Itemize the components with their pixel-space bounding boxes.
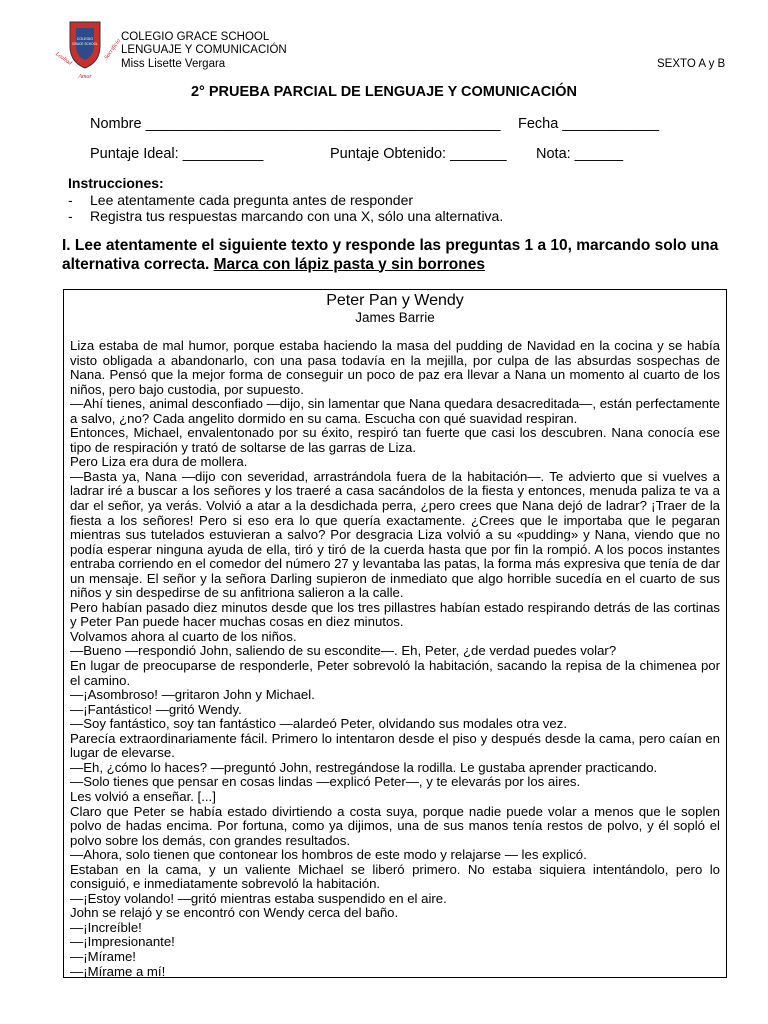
instruction-item: - Lee atentamente cada pregunta antes de responder (68, 191, 414, 208)
story-paragraph: Volvamos ahora al cuarto de los niños. (70, 628, 297, 644)
story-body (70, 339, 720, 979)
story-paragraph: Les volvió a enseñar. [...] (70, 788, 216, 804)
story-paragraph: —Basta ya, Nana —dijo con severidad, arrastrándola fuera de la habitación—. Te advierto que si vuelves a ladrar iré a buscar a los señores y los traeré a casa sacándolos de la fiesta y entonces, menuda paliza te va a dar el señor, ya verás. Volvió a atar a la desdichada perra, ¿pero crees que Nana dejó de ladrar? ¡Traer de la fiesta a los señores! Pero si eso era lo que quería exactamente. ¿Crees que le importaba que le pegaran mientras sus tutelados estuvieran a salvo? Por desgracia Liza volvió a su «pudding» y Nana, viendo que no podía esperar ninguna ayuda de ella, tiró y tiró de la cuerda hasta que por fin la rompió. A los pocos instantes entraba corriendo en el comedor del número 27 y levantaba las patas, la forma más expresiva que tenía de dar un mensaje. El señor y la señora Darling supieron de inmediato que algo horrible sucedía en el cuarto de sus niños y sin despedirse de su anfitriona salieron a la calle. (70, 468, 720, 601)
story-paragraph: —¡Estoy volando! —gritó mientras estaba suspendido en el aire. (70, 890, 447, 906)
story-paragraph: —¡Mírame! (70, 948, 136, 964)
teacher-name: Miss Lisette Vergara (121, 57, 226, 70)
story-paragraph: Liza estaba de mal humor, porque estaba haciendo la masa del pudding de Navidad en la cocina y se había visto obligada a abandonarlo, con una pasa todavía en la mejilla, por culpa de las absurdas sospechas de Nana. Pensó que la mejor forma de conseguir un poco de paz era llevar a Nana un momento al cuarto de los niños, pero bajo custodia, por supuesto. (70, 338, 720, 397)
story-paragraph: Claro que Peter se había estado divirtiendo a costa suya, porque nadie puede volar a menos que le soplen polvo de hadas encima. Por fortuna, como ya dijimos, una de sus manos tenía restos de polvo, y él sopló el polvo sobre los demás, con grandes resultados. (70, 803, 720, 848)
story-paragraph: Pero habían pasado diez minutos desde que los tres pillastres habían estado respirando detrás de las cortinas y Peter Pan puede hacer muchas cosas en diez minutos. (70, 599, 720, 630)
name-field[interactable]: Nombre ____________________________________________ (90, 116, 501, 132)
story-paragraph: —Ahora, solo tienen que contonear los hombros de este modo y relajarse — les explicó. (70, 847, 587, 863)
story-paragraph: Pero Liza era dura de mollera. (70, 454, 248, 470)
story-paragraph: —¡Increíble! (70, 919, 142, 935)
reading-text-box (63, 289, 727, 978)
crest-motto-bottom: Amor (78, 74, 92, 80)
section-instruction (62, 237, 722, 274)
crest-text-1: COLEGIO (76, 37, 94, 41)
obtained-score-field[interactable]: Puntaje Obtenido: _______ (330, 146, 507, 162)
story-paragraph: Parecía extraordinariamente fácil. Primero lo intentaron desde el piso y después desde la cama, pero caían en lugar de elevarse. (70, 730, 720, 761)
section-underlined: Marca con lápiz pasta y sin borrones (213, 255, 485, 273)
story-paragraph: Entonces, Michael, envalentonado por su éxito, respiró tan fuerte que casi los descubren. Nana conocía ese tipo de respiración y trató de soltarse de las garras de Liza. (70, 425, 720, 455)
crest-motto-left: Lealtad (54, 51, 73, 67)
story-paragraph: —¡Mírame a mí! (70, 963, 166, 979)
school-crest-logo (50, 18, 123, 82)
grade-label: SEXTO A y B (657, 58, 726, 70)
instructions (68, 175, 503, 225)
story-paragraph: —¡Impresionante! (70, 934, 175, 950)
grade-field[interactable]: Nota: ______ (536, 146, 624, 162)
crest-motto-right: Sacrificio (103, 38, 123, 61)
story-paragraph: —¡Fantástico! —gritó Wendy. (70, 701, 242, 717)
instructions-heading: Instrucciones: (68, 175, 164, 191)
story-paragraph: En lugar de preocuparse de responderle, Peter sobrevoló la habitación, sacando la repisa de la chimenea por el camino. (70, 658, 720, 688)
crest-text-2: GRACE SCHOOL (72, 42, 98, 46)
story-title: Peter Pan y Wendy (326, 292, 464, 309)
story-paragraph: —Ahí tienes, animal desconfiado —dijo, sin lamentar que Nana quedara desacreditada—, están perfectamente a salvo, ¿no? Cada angelito dormido en su cama. Escucha con qué suavidad respiran. (70, 396, 720, 426)
ideal-score-field[interactable]: Puntaje Ideal: __________ (90, 146, 264, 162)
subject-name: LENGUAJE Y COMUNICACIÓN (121, 44, 287, 57)
story-paragraph: —Solo tienes que pensar en cosas lindas —explicó Peter—, y te elevarás por los aires. (70, 774, 581, 790)
story-author: James Barrie (355, 310, 435, 325)
story-paragraph: John se relajó y se encontró con Wendy cerca del baño. (70, 905, 399, 921)
story-paragraph: —Bueno —respondió John, saliendo de su escondite—. Eh, Peter, ¿de verdad puedes volar? (70, 643, 617, 659)
exam-title: 2° PRUEBA PARCIAL DE LENGUAJE Y COMUNICACIÓN (190, 84, 578, 100)
section-text: I. Lee atentamente el siguiente texto y responde las preguntas 1 a 10, marcando solo una alternativa correcta. (62, 237, 719, 273)
school-info (121, 31, 287, 71)
story-paragraph: —¡Asombroso! —gritaron John y Michael. (70, 687, 315, 703)
story-paragraph: —Eh, ¿cómo lo haces? —preguntó John, restregándose la rodilla. Le gustaba aprender practicando. (70, 759, 658, 775)
school-name: COLEGIO GRACE SCHOOL (121, 31, 270, 43)
instruction-item: - Registra tus respuestas marcando con una X, sólo una alternativa. (68, 208, 504, 224)
story-paragraph: —Soy fantástico, soy tan fantástico —alardeó Peter, olvidando sus modales otra vez. (70, 716, 567, 732)
story-paragraph: Estaban en la cama, y un valiente Michael se liberó primero. No estaba siquiera intentándolo, pero lo consiguió, e inmediatamente sobrevoló la habitación. (70, 861, 720, 892)
date-field[interactable]: Fecha ____________ (518, 116, 660, 132)
